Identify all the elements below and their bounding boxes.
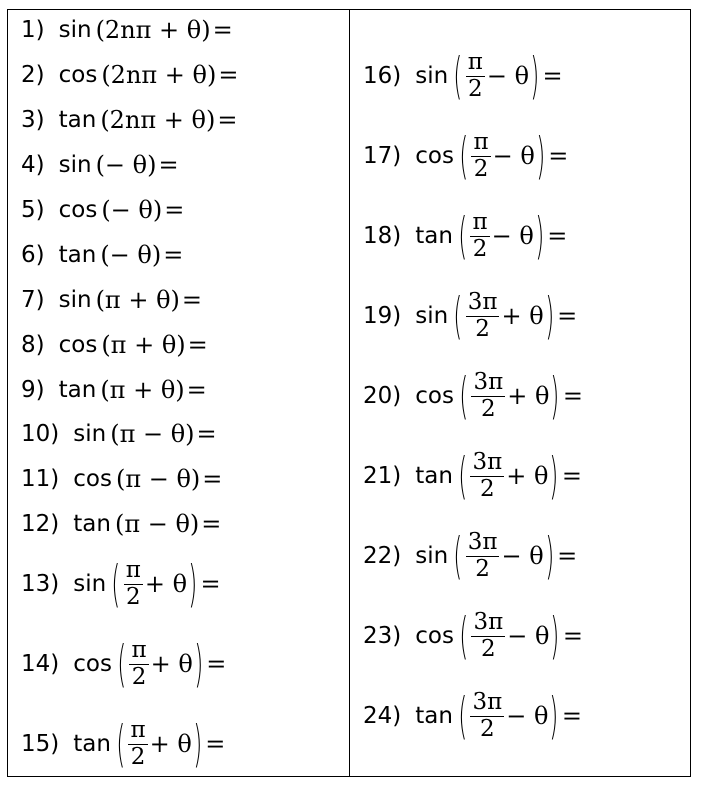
- equals-sign: =: [561, 702, 583, 730]
- item-number: 11): [21, 466, 60, 492]
- function-name: sin: [58, 287, 92, 313]
- function-argument: (2nπ + θ): [95, 16, 211, 44]
- fraction-numerator: π: [131, 637, 147, 664]
- identity-table: [7, 9, 691, 777]
- right-paren: ): [550, 607, 560, 665]
- left-paren: (: [116, 715, 126, 773]
- parenthesized-argument: [457, 447, 560, 505]
- equals-sign: =: [181, 286, 202, 314]
- right-paren: ): [194, 635, 203, 693]
- parenthesized-argument: [457, 207, 545, 265]
- column-divider: [349, 10, 350, 776]
- left-paren: (: [111, 555, 121, 613]
- equals-sign: =: [218, 61, 239, 89]
- argument-remainder: + θ: [150, 650, 193, 678]
- fraction: [471, 130, 490, 182]
- fraction-numerator: π: [130, 717, 146, 744]
- identity-row: [21, 55, 238, 95]
- item-number: 5): [21, 197, 45, 223]
- item-number: 10): [21, 421, 60, 447]
- equals-sign: =: [200, 570, 221, 598]
- item-number: 15): [21, 731, 60, 757]
- parenthesized-argument: [457, 687, 560, 745]
- identity-row: [21, 10, 233, 50]
- equals-sign: =: [202, 465, 223, 493]
- fraction-denominator: 2: [473, 155, 489, 182]
- function-name: sin: [415, 303, 449, 329]
- identity-row: [363, 44, 563, 108]
- item-number: 16): [363, 63, 402, 89]
- function-name: sin: [73, 571, 107, 597]
- fraction-numerator: 3π: [467, 529, 498, 556]
- item-number: 23): [363, 623, 402, 649]
- fraction-denominator: 2: [481, 635, 496, 662]
- parenthesized-argument: [452, 527, 555, 585]
- function-name: sin: [58, 17, 92, 43]
- right-paren: ): [549, 687, 559, 745]
- fraction: [129, 638, 148, 690]
- function-argument: (− θ): [100, 241, 162, 269]
- identity-row: [363, 604, 583, 668]
- item-number: 7): [21, 287, 45, 313]
- left-paren: (: [459, 127, 469, 185]
- function-name: cos: [415, 623, 454, 649]
- argument-remainder: − θ: [507, 622, 550, 650]
- item-number: 9): [21, 377, 45, 403]
- fraction-denominator: 2: [475, 555, 490, 582]
- function-name: tan: [58, 107, 97, 133]
- fraction-numerator: 3π: [472, 449, 503, 476]
- identity-row: [21, 190, 184, 230]
- fraction: [124, 558, 143, 610]
- fraction: [471, 370, 505, 422]
- parenthesized-argument: [458, 127, 546, 185]
- left-paren: (: [453, 47, 463, 105]
- function-argument: (π + θ): [100, 376, 185, 404]
- right-column: [363, 10, 689, 776]
- fraction-denominator: 2: [480, 475, 495, 502]
- argument-remainder: + θ: [507, 382, 550, 410]
- equals-sign: =: [201, 510, 222, 538]
- item-number: 24): [363, 703, 402, 729]
- fraction: [466, 530, 500, 582]
- argument-remainder: + θ: [144, 570, 188, 598]
- item-number: 2): [21, 62, 45, 88]
- equals-sign: =: [217, 106, 238, 134]
- identity-row: [21, 100, 237, 140]
- fraction-denominator: 2: [130, 743, 146, 770]
- fraction: [471, 610, 505, 662]
- right-paren: ): [188, 555, 198, 613]
- function-name: sin: [73, 421, 107, 447]
- fraction-numerator: π: [473, 129, 489, 156]
- function-argument: (− θ): [95, 151, 157, 179]
- fraction: [466, 290, 500, 342]
- function-name: tan: [415, 223, 453, 249]
- left-paren: (: [458, 687, 468, 745]
- fraction: [470, 690, 504, 742]
- item-number: 1): [21, 17, 45, 43]
- equals-sign: =: [164, 196, 185, 224]
- identity-row: [21, 235, 183, 275]
- right-paren: ): [536, 127, 545, 185]
- function-argument: (π + θ): [101, 331, 186, 359]
- function-name: sin: [58, 152, 92, 178]
- parenthesized-argument: [116, 635, 204, 693]
- item-number: 19): [363, 303, 402, 329]
- item-number: 14): [21, 651, 60, 677]
- argument-remainder: − θ: [492, 142, 535, 170]
- function-name: sin: [415, 63, 449, 89]
- function-name: sin: [415, 543, 449, 569]
- equals-sign: =: [187, 331, 208, 359]
- argument-remainder: − θ: [491, 222, 534, 250]
- argument-remainder: + θ: [506, 462, 549, 490]
- parenthesized-argument: [115, 715, 203, 773]
- identity-row: [363, 684, 582, 748]
- function-argument: (π + θ): [95, 286, 180, 314]
- identity-row: [21, 459, 222, 499]
- item-number: 21): [363, 463, 402, 489]
- identity-row: [363, 124, 568, 188]
- identity-row: [21, 325, 208, 365]
- fraction: [128, 718, 147, 770]
- fraction-numerator: 3π: [473, 369, 504, 396]
- equals-sign: =: [205, 730, 226, 758]
- right-paren: ): [550, 367, 560, 425]
- parenthesized-argument: [458, 367, 561, 425]
- fraction: [470, 210, 489, 262]
- function-name: cos: [58, 332, 98, 358]
- function-argument: (π − θ): [115, 465, 201, 493]
- equals-sign: =: [548, 142, 569, 170]
- function-name: cos: [58, 62, 98, 88]
- fraction-denominator: 2: [472, 235, 488, 262]
- item-number: 13): [21, 571, 60, 597]
- left-column: [21, 10, 347, 776]
- equals-sign: =: [557, 302, 578, 330]
- fraction-denominator: 2: [131, 663, 147, 690]
- argument-remainder: − θ: [506, 702, 549, 730]
- left-paren: (: [459, 367, 469, 425]
- identity-row: [363, 364, 583, 428]
- function-name: tan: [415, 463, 453, 489]
- right-paren: ): [535, 207, 544, 265]
- item-number: 6): [21, 242, 45, 268]
- left-paren: (: [458, 207, 468, 265]
- argument-remainder: + θ: [501, 302, 544, 330]
- function-name: tan: [73, 731, 111, 757]
- item-number: 17): [363, 143, 402, 169]
- right-paren: ): [549, 447, 559, 505]
- fraction-numerator: 3π: [473, 609, 504, 636]
- identity-row: [21, 552, 221, 616]
- item-number: 4): [21, 152, 45, 178]
- function-name: cos: [73, 651, 112, 677]
- left-paren: (: [453, 527, 463, 585]
- fraction: [470, 450, 504, 502]
- function-name: tan: [58, 242, 97, 268]
- fraction-denominator: 2: [467, 75, 483, 102]
- item-number: 18): [363, 223, 402, 249]
- identity-row: [21, 504, 221, 544]
- equals-sign: =: [562, 382, 584, 410]
- parenthesized-argument: [452, 287, 555, 345]
- identity-row: [363, 204, 567, 268]
- parenthesized-argument: [452, 47, 540, 105]
- identity-row: [21, 712, 225, 776]
- equals-sign: =: [206, 650, 227, 678]
- argument-remainder: + θ: [149, 730, 192, 758]
- equals-sign: =: [163, 241, 184, 269]
- equals-sign: =: [196, 420, 217, 448]
- item-number: 22): [363, 543, 402, 569]
- identity-row: [21, 632, 226, 696]
- identity-row: [363, 444, 582, 508]
- right-paren: ): [545, 287, 554, 345]
- fraction-numerator: π: [467, 49, 483, 76]
- equals-sign: =: [186, 376, 207, 404]
- equals-sign: =: [547, 222, 568, 250]
- identity-row: [363, 284, 577, 348]
- function-name: cos: [415, 143, 454, 169]
- function-name: cos: [58, 197, 98, 223]
- left-paren: (: [458, 447, 468, 505]
- fraction-numerator: π: [472, 209, 488, 236]
- function-argument: (2nπ + θ): [100, 106, 216, 134]
- fraction-denominator: 2: [475, 315, 490, 342]
- equals-sign: =: [561, 462, 583, 490]
- identity-row: [21, 280, 202, 320]
- fraction-numerator: 3π: [467, 289, 498, 316]
- item-number: 12): [21, 511, 60, 537]
- fraction: [466, 50, 485, 102]
- argument-remainder: − θ: [486, 62, 530, 90]
- function-name: tan: [415, 703, 453, 729]
- function-name: cos: [415, 383, 454, 409]
- item-number: 3): [21, 107, 45, 133]
- function-argument: (− θ): [101, 196, 163, 224]
- fraction-denominator: 2: [481, 395, 496, 422]
- function-argument: (π − θ): [114, 510, 200, 538]
- item-number: 20): [363, 383, 402, 409]
- right-paren: ): [193, 715, 202, 773]
- identity-row: [21, 370, 207, 410]
- identity-row: [21, 145, 179, 185]
- equals-sign: =: [557, 542, 578, 570]
- left-paren: (: [459, 607, 469, 665]
- fraction-denominator: 2: [480, 715, 495, 742]
- right-paren: ): [530, 47, 540, 105]
- equals-sign: =: [542, 62, 563, 90]
- parenthesized-argument: [458, 607, 561, 665]
- left-paren: (: [117, 635, 127, 693]
- equals-sign: =: [158, 151, 179, 179]
- fraction-numerator: 3π: [472, 689, 503, 716]
- parenthesized-argument: [110, 555, 198, 613]
- fraction-numerator: π: [125, 557, 141, 584]
- function-name: tan: [58, 377, 97, 403]
- identity-row: [363, 524, 577, 588]
- right-paren: ): [545, 527, 554, 585]
- item-number: 8): [21, 332, 45, 358]
- function-argument: (2nπ + θ): [101, 61, 217, 89]
- function-name: tan: [73, 511, 111, 537]
- identity-row: [21, 414, 217, 454]
- function-argument: (π − θ): [110, 420, 195, 448]
- equals-sign: =: [212, 16, 233, 44]
- left-paren: (: [453, 287, 463, 345]
- function-name: cos: [73, 466, 112, 492]
- fraction-denominator: 2: [125, 583, 141, 610]
- equals-sign: =: [562, 622, 584, 650]
- argument-remainder: − θ: [501, 542, 544, 570]
